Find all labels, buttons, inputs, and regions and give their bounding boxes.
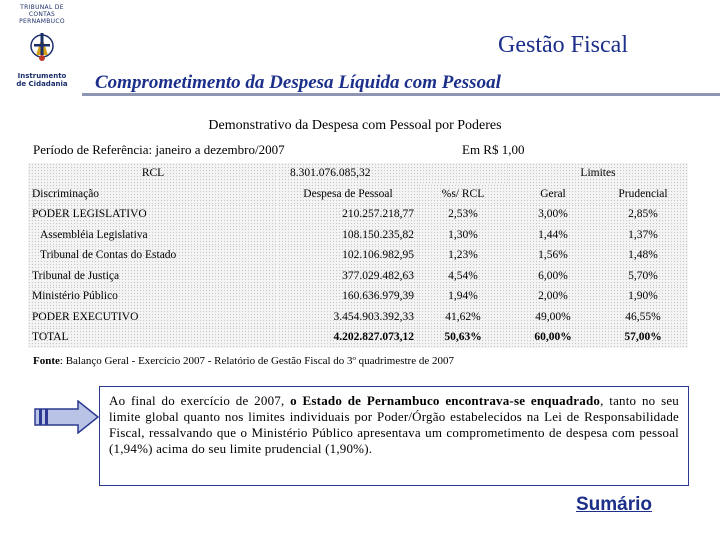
row-name: PODER LEGISLATIVO [28,204,278,225]
row-despesa: 3.454.903.392,33 [278,307,418,328]
row-despesa: 102.106.982,95 [278,245,418,266]
total-row [28,327,688,348]
currency-unit: Em R$ 1,00 [462,142,525,157]
right-arrow-icon [34,400,100,434]
col-header-discriminacao: Discriminação [28,184,278,205]
conclusion-box [99,386,689,486]
logo-tag-line2: de Cidadania [16,80,68,88]
row-pct: 2,53% [418,204,508,225]
col-header-geral: Geral [508,184,598,205]
table-row [28,307,688,328]
conclusion-text [109,393,679,457]
row-prudencial: 1,37% [598,225,688,246]
row-prudencial: 1,48% [598,245,688,266]
row-pct: 1,30% [418,225,508,246]
source-text: : Balanço Geral - Exercício 2007 - Relatório de Gestão Fiscal do 3º quadrimestre de 2007 [59,355,454,367]
row-name: PODER EXECUTIVO [28,307,278,328]
row-geral: 3,00% [508,204,598,225]
despesa-pessoal-table [28,163,688,348]
rcl-row [28,163,688,184]
emblem-icon [6,25,78,67]
demonstrativo-title: Demonstrativo da Despesa com Pessoal por Poderes [208,118,502,133]
table-row [28,245,688,266]
row-pct: 1,94% [418,286,508,307]
header-row [28,184,688,205]
row-geral: 49,00% [508,307,598,328]
row-despesa: 160.636.979,39 [278,286,418,307]
row-despesa: 108.150.235,82 [278,225,418,246]
row-prudencial: 57,00% [598,327,688,348]
rcl-label: RCL [28,163,278,184]
row-name: Tribunal de Justiça [28,266,278,287]
row-prudencial: 46,55% [598,307,688,328]
col-header-despesa: Despesa de Pessoal [278,184,418,205]
table-row [28,286,688,307]
col-header-prudencial: Prudencial [598,184,688,205]
logo-tag-line1: Instrumento [17,72,67,80]
logo-org-line2: PERNAMBUCO [19,18,65,25]
row-pct: 50,63% [418,327,508,348]
row-geral: 2,00% [508,286,598,307]
conclusion-highlight: o Estado de Pernambuco encontrava-se enquadrado [290,393,601,408]
page-title: Gestão Fiscal [498,32,628,58]
row-name: Tribunal de Contas do Estado [28,245,278,266]
row-geral: 6,00% [508,266,598,287]
row-prudencial: 1,90% [598,286,688,307]
row-name: TOTAL [28,327,278,348]
row-geral: 60,00% [508,327,598,348]
table-row [28,225,688,246]
row-name: Ministério Público [28,286,278,307]
row-despesa: 4.202.827.073,12 [278,327,418,348]
row-pct: 4,54% [418,266,508,287]
logo-org-line1: TRIBUNAL DE CONTAS [20,4,64,18]
row-prudencial: 2,85% [598,204,688,225]
conclusion-text-end: , tanto no seu limite global quanto nos limites individuais por Poder/Órgão estabelecidos na Lei de Responsabilidade Fiscal, ressalvando que o Ministério Público apresentava um comprometimento de despesa com pessoal (1,94%) acima do seu limite prudencial (1,90%). [109,393,679,456]
reference-period: Período de Referência: janeiro a dezembro/2007 [33,142,285,157]
header-divider [82,93,720,96]
table-row [28,266,688,287]
row-name: Assembléia Legislativa [28,225,278,246]
table-row [28,204,688,225]
limites-label: Limites [508,163,688,184]
rcl-value: 8.301.076.085,32 [278,163,508,184]
source-label: Fonte [33,355,60,367]
row-prudencial: 5,70% [598,266,688,287]
col-header-pct-rcl: %s/ RCL [418,184,508,205]
row-pct: 41,62% [418,307,508,328]
row-despesa: 377.029.482,63 [278,266,418,287]
page-subtitle: Comprometimento da Despesa Líquida com Pessoal [95,72,501,93]
conclusion-text-start: Ao final do exercício de 2007, [109,393,291,408]
row-despesa: 210.257.218,77 [278,204,418,225]
source-note [33,355,454,367]
row-geral: 1,44% [508,225,598,246]
tce-logo [6,4,78,88]
row-pct: 1,23% [418,245,508,266]
row-geral: 1,56% [508,245,598,266]
sumario-link[interactable]: Sumário [576,494,653,515]
